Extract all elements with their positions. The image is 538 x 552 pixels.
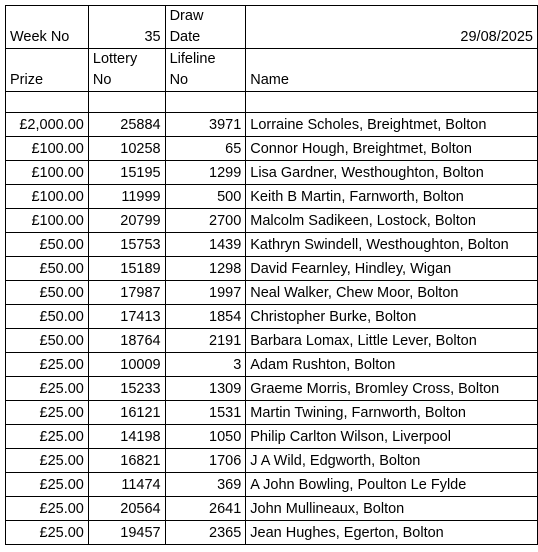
column-header-row xyxy=(6,49,538,92)
prize-header: Prize xyxy=(10,72,44,88)
lottery-no-cell[interactable]: 15233 xyxy=(88,377,165,401)
table-row xyxy=(6,497,538,521)
table-row xyxy=(6,353,538,377)
blank-cell[interactable] xyxy=(6,92,89,113)
prize-cell[interactable]: £25.00 xyxy=(6,449,89,473)
table-row xyxy=(6,113,538,137)
lottery-results-table xyxy=(5,5,538,545)
lifeline-no-cell[interactable]: 2641 xyxy=(165,497,246,521)
table-row xyxy=(6,185,538,209)
lifeline-no-cell[interactable]: 1997 xyxy=(165,281,246,305)
name-cell[interactable]: David Fearnley, Hindley, Wigan xyxy=(246,257,538,281)
name-cell[interactable]: Christopher Burke, Bolton xyxy=(246,305,538,329)
name-cell[interactable]: Kathryn Swindell, Westhoughton, Bolton xyxy=(246,233,538,257)
prize-cell[interactable]: £25.00 xyxy=(6,425,89,449)
table-row xyxy=(6,401,538,425)
table-row xyxy=(6,377,538,401)
blank-cell[interactable] xyxy=(165,92,246,113)
table-row xyxy=(6,161,538,185)
table-row xyxy=(6,233,538,257)
lottery-no-cell[interactable]: 20799 xyxy=(88,209,165,233)
lottery-no-cell[interactable]: 10258 xyxy=(88,137,165,161)
lottery-no-cell[interactable]: 15189 xyxy=(88,257,165,281)
lifeline-no-cell[interactable]: 2191 xyxy=(165,329,246,353)
lifeline-no-cell[interactable]: 1299 xyxy=(165,161,246,185)
table-row xyxy=(6,473,538,497)
prize-cell[interactable]: £100.00 xyxy=(6,137,89,161)
table-row xyxy=(6,137,538,161)
lifeline-no-cell[interactable]: 1298 xyxy=(165,257,246,281)
lifeline-no-cell[interactable]: 65 xyxy=(165,137,246,161)
draw-date-value-cell[interactable] xyxy=(246,6,538,49)
prize-cell[interactable]: £50.00 xyxy=(6,233,89,257)
name-cell[interactable]: Lorraine Scholes, Breightmet, Bolton xyxy=(246,113,538,137)
lifeline-no-cell[interactable]: 1531 xyxy=(165,401,246,425)
lifeline-no-cell[interactable]: 500 xyxy=(165,185,246,209)
lottery-no-cell[interactable]: 16121 xyxy=(88,401,165,425)
lifeline-no-cell[interactable]: 1309 xyxy=(165,377,246,401)
prize-cell[interactable]: £25.00 xyxy=(6,473,89,497)
prize-cell[interactable]: £2,000.00 xyxy=(6,113,89,137)
week-value: 35 xyxy=(144,29,161,45)
week-label-cell[interactable] xyxy=(6,6,89,49)
table-row xyxy=(6,281,538,305)
week-value-cell[interactable] xyxy=(88,6,165,49)
lottery-no-header-cell[interactable] xyxy=(88,49,165,92)
lifeline-no-cell[interactable]: 369 xyxy=(165,473,246,497)
draw-date-label-cell[interactable] xyxy=(165,6,246,49)
lottery-no-cell[interactable]: 19457 xyxy=(88,521,165,545)
lottery-no-cell[interactable]: 25884 xyxy=(88,113,165,137)
lottery-no-cell[interactable]: 16821 xyxy=(88,449,165,473)
draw-date-value: 29/08/2025 xyxy=(460,29,533,45)
table-row xyxy=(6,425,538,449)
table-row xyxy=(6,449,538,473)
name-cell[interactable]: Malcolm Sadikeen, Lostock, Bolton xyxy=(246,209,538,233)
name-header-cell[interactable] xyxy=(246,49,538,92)
lottery-no-cell[interactable]: 10009 xyxy=(88,353,165,377)
lifeline-header-line-2: No xyxy=(169,72,189,88)
week-label: Week No xyxy=(10,29,70,45)
name-cell[interactable]: Jean Hughes, Egerton, Bolton xyxy=(246,521,538,545)
lottery-no-cell[interactable]: 14198 xyxy=(88,425,165,449)
lottery-no-cell[interactable]: 15753 xyxy=(88,233,165,257)
lifeline-no-cell[interactable]: 1439 xyxy=(165,233,246,257)
name-header: Name xyxy=(250,72,289,88)
lottery-header-line-2: No xyxy=(92,72,112,88)
lifeline-no-cell[interactable]: 1854 xyxy=(165,305,246,329)
name-cell[interactable]: Neal Walker, Chew Moor, Bolton xyxy=(246,281,538,305)
table-row xyxy=(6,257,538,281)
draw-date-label-line-2: Date xyxy=(169,29,201,45)
prize-cell[interactable]: £100.00 xyxy=(6,185,89,209)
lifeline-header-line-1: Lifeline xyxy=(169,51,216,67)
lifeline-no-cell[interactable]: 2365 xyxy=(165,521,246,545)
lifeline-no-cell[interactable]: 1050 xyxy=(165,425,246,449)
lottery-no-cell[interactable]: 17987 xyxy=(88,281,165,305)
prize-cell[interactable]: £25.00 xyxy=(6,377,89,401)
name-cell[interactable]: John Mullineaux, Bolton xyxy=(246,497,538,521)
blank-cell[interactable] xyxy=(88,92,165,113)
name-cell[interactable]: Lisa Gardner, Westhoughton, Bolton xyxy=(246,161,538,185)
lifeline-no-cell[interactable]: 3971 xyxy=(165,113,246,137)
table-row xyxy=(6,521,538,545)
name-cell[interactable]: J A Wild, Edgworth, Bolton xyxy=(246,449,538,473)
prize-header-cell[interactable] xyxy=(6,49,89,92)
name-cell[interactable]: Connor Hough, Breightmet, Bolton xyxy=(246,137,538,161)
name-cell[interactable]: A John Bowling, Poulton Le Fylde xyxy=(246,473,538,497)
prize-cell[interactable]: £25.00 xyxy=(6,497,89,521)
blank-cell[interactable] xyxy=(246,92,538,113)
prize-cell[interactable]: £50.00 xyxy=(6,329,89,353)
name-cell[interactable]: Barbara Lomax, Little Lever, Bolton xyxy=(246,329,538,353)
name-cell[interactable]: Martin Twining, Farnworth, Bolton xyxy=(246,401,538,425)
lifeline-no-cell[interactable]: 1706 xyxy=(165,449,246,473)
prize-cell[interactable]: £50.00 xyxy=(6,257,89,281)
lottery-no-cell[interactable]: 11474 xyxy=(88,473,165,497)
header-row-week xyxy=(6,6,538,49)
blank-row xyxy=(6,92,538,113)
name-cell[interactable]: Graeme Morris, Bromley Cross, Bolton xyxy=(246,377,538,401)
lottery-no-cell[interactable]: 17413 xyxy=(88,305,165,329)
prize-cell[interactable]: £25.00 xyxy=(6,521,89,545)
prize-cell[interactable]: £25.00 xyxy=(6,401,89,425)
table-row xyxy=(6,329,538,353)
prize-cell[interactable]: £25.00 xyxy=(6,353,89,377)
lottery-no-cell[interactable]: 15195 xyxy=(88,161,165,185)
name-cell[interactable]: Philip Carlton Wilson, Liverpool xyxy=(246,425,538,449)
lottery-no-cell[interactable]: 18764 xyxy=(88,329,165,353)
name-cell[interactable]: Adam Rushton, Bolton xyxy=(246,353,538,377)
lottery-no-cell[interactable]: 20564 xyxy=(88,497,165,521)
table-row xyxy=(6,209,538,233)
lifeline-no-cell[interactable]: 2700 xyxy=(165,209,246,233)
prize-cell[interactable]: £100.00 xyxy=(6,161,89,185)
lifeline-no-header-cell[interactable] xyxy=(165,49,246,92)
prize-cell[interactable]: £100.00 xyxy=(6,209,89,233)
prize-cell[interactable]: £50.00 xyxy=(6,305,89,329)
lottery-no-cell[interactable]: 11999 xyxy=(88,185,165,209)
lottery-header-line-1: Lottery xyxy=(92,51,138,67)
lifeline-no-cell[interactable]: 3 xyxy=(165,353,246,377)
draw-date-label-line-1: Draw xyxy=(169,8,204,24)
prize-cell[interactable]: £50.00 xyxy=(6,281,89,305)
name-cell[interactable]: Keith B Martin, Farnworth, Bolton xyxy=(246,185,538,209)
table-row xyxy=(6,305,538,329)
